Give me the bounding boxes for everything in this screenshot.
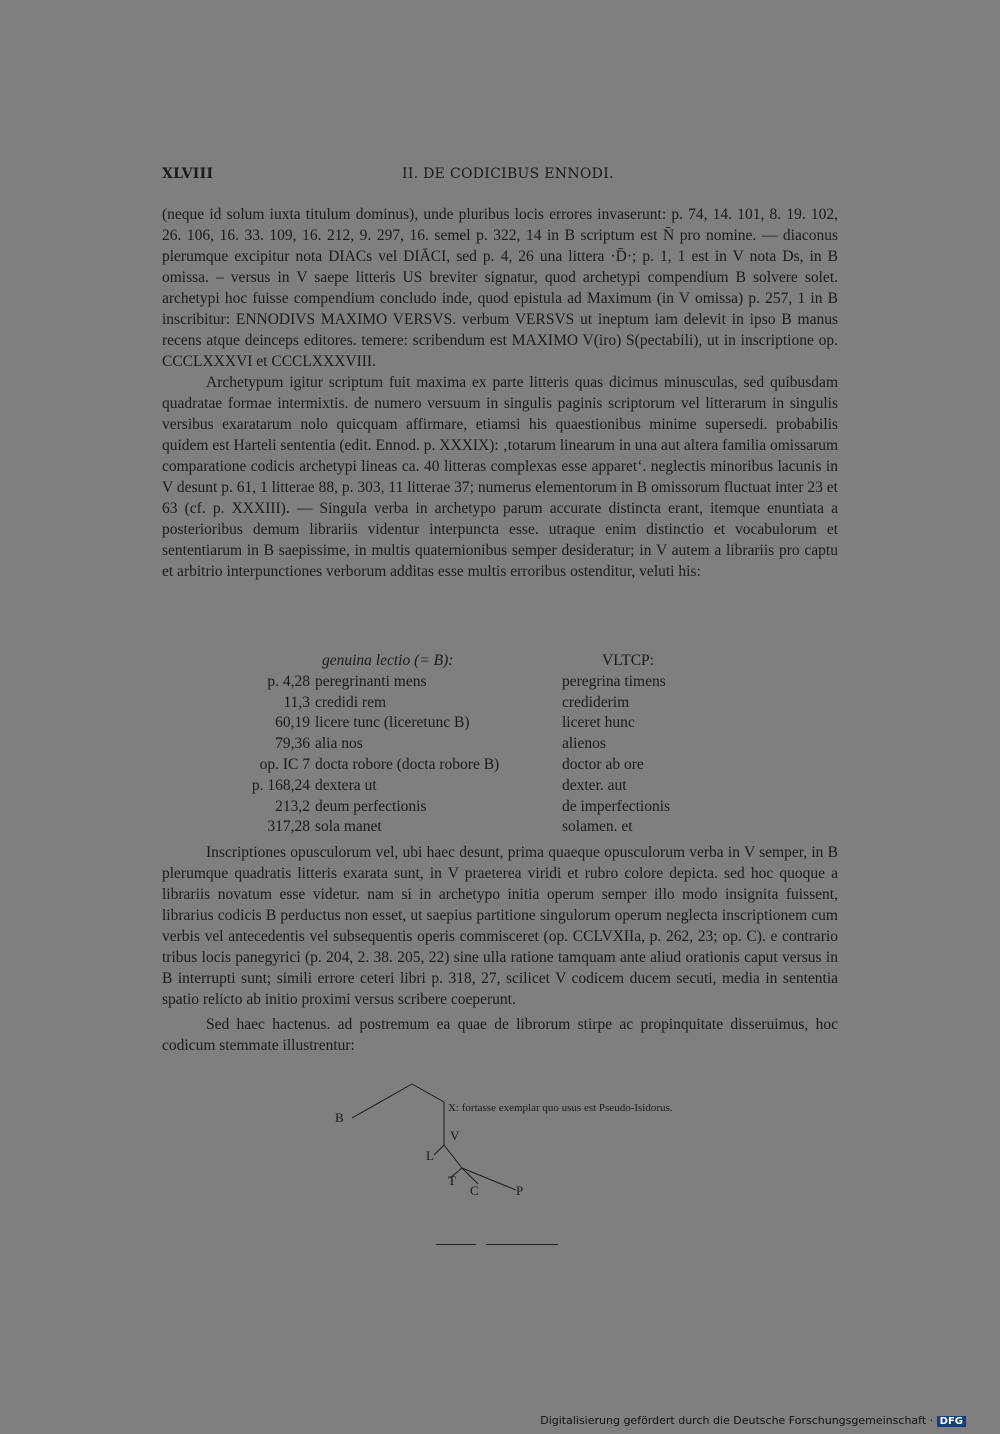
- row-reading-vltcp: crediderim: [562, 693, 630, 711]
- table-row: [162, 735, 838, 756]
- edge-archetype-b: [352, 1084, 412, 1118]
- node-t: T: [448, 1173, 456, 1188]
- row-reading-vltcp: peregrina timens: [562, 672, 666, 690]
- table-header: [162, 652, 838, 673]
- node-b: B: [335, 1110, 344, 1125]
- table-row: [162, 818, 838, 839]
- table-head-right: VLTCP:: [602, 652, 654, 669]
- node-p: P: [516, 1183, 524, 1198]
- row-reading-b: deum perfectionis: [315, 797, 427, 815]
- row-reading-b: dextera ut: [315, 776, 377, 794]
- row-reference: p. 168,24: [251, 776, 310, 794]
- row-reading-b: docta robore (docta robore B): [315, 755, 500, 773]
- row-reading-vltcp: solamen. et: [562, 818, 633, 836]
- stemma-diagram: [320, 1080, 760, 1220]
- main-text: [162, 204, 838, 582]
- footer-text: Digitalisierung gefördert durch die Deutsche Forschungsgemeinschaft: [540, 1414, 927, 1427]
- table-row: [162, 798, 838, 819]
- edge-v-hyp: [444, 1145, 462, 1168]
- end-rule-left: [436, 1244, 476, 1245]
- paragraph-4: Sed haec hactenus. ad postremum ea quae de librorum stirpe ac propinquitate disseruimus, hoc codicum stemmate illustrentur:: [162, 1016, 838, 1054]
- row-reference: 317,28: [267, 818, 310, 836]
- table-head-left: genuina lectio (= B):: [322, 652, 454, 669]
- readings-table: [162, 652, 838, 839]
- row-reference: 11,3: [283, 693, 310, 711]
- edge-v-l: [434, 1145, 444, 1155]
- node-v: V: [450, 1128, 460, 1143]
- footer-credit: Digitalisierung gefördert durch die Deutsche Forschungsgemeinschaft · DFG: [540, 1414, 966, 1427]
- page-number: XLVIII: [162, 166, 214, 182]
- row-reference: 79,36: [275, 735, 310, 753]
- node-l: L: [426, 1148, 434, 1163]
- row-reading-vltcp: liceret hunc: [562, 714, 635, 732]
- row-reference: 60,19: [275, 714, 310, 732]
- row-reading-vltcp: alienos: [562, 735, 606, 753]
- row-reading-vltcp: doctor ab ore: [562, 755, 644, 773]
- row-reading-vltcp: de imperfectionis: [562, 797, 671, 815]
- row-reference: 213,2: [275, 797, 310, 815]
- row-reference: op. IC 7: [259, 755, 310, 773]
- table-row: [162, 777, 838, 798]
- row-reading-vltcp: dexter. aut: [562, 776, 627, 794]
- row-reading-b: sola manet: [315, 818, 382, 836]
- paragraph-2: Archetypum igitur scriptum fuit maxima ex parte litteris quas dicimus minusculas, sed quibusdam quadratae formae intermixtis. de numero versuum in singulis paginis scriptorum vel litterarum in singulis versibus exaratarum nolo quicquam affirmare, etiamsi his quaestionibus minime supersedi. probabilis quidem est Harteli sententia (edit. Ennod. p. XXXIX): ‚totarum linearum in una aut altera familia omissarum comparatione codicis archetypi lineas ca. 40 litteras complexas esse apparet‘. neglectis minoribus lacunis in V desunt p. 61, 1 litterae 88, p. 303, 11 litterae 37; numerus elementorum in B omissorum fluctuat inter 23 et 63 (cf. p. XXXIII). — Singula verba in archetypo parum accurate distincta erant, itemque enuntiata a posterioribus demum librariis videntur interpuncta esse. utraque enim distinctio et vocabulorum et sententiarum in B saepissime, in multis quaternionibus semper desideratur; in V autem a librariis pro captu et arbitrio interpunctiones verborum additas esse multis erroribus ostenditur, veluti his:: [162, 374, 838, 580]
- main-text-continued: [162, 842, 838, 1056]
- edge-archetype-x: [412, 1084, 444, 1102]
- row-reference: p. 4,28: [267, 672, 310, 690]
- node-x: X: fortasse exemplar quo usus est Pseudo-Isidorus.: [448, 1102, 673, 1114]
- row-reading-b: credidi rem: [315, 693, 387, 711]
- table-row: [162, 694, 838, 715]
- dfg-logo: DFG: [937, 1416, 966, 1427]
- table-row: [162, 673, 838, 694]
- row-reading-b: peregrinanti mens: [315, 672, 427, 690]
- edge-hyp-c: [462, 1168, 478, 1184]
- paragraph-3: Inscriptiones opusculorum vel, ubi haec desunt, prima quaeque opusculorum verba in V semper, in B plerumque quadratis litteris exarata sunt, in V praeterea viridi et rubro colore depicta. sed hoc quoque a librariis novatum esse videtur. nam si in archetypo initia operum semper illo modo insignita fuissent, librarius codicis B perductus non esset, ut saepius partitione singulorum operum neglecta inscriptionem cum verbis vel antecedentis vel subsequentis operis commisceret (op. CCLVXIIa, p. 262, 23; op. C). e contrario tribus locis panegyrici (p. 204, 2. 38. 205, 22) sine ulla ratione tamquam ante aliud orationis caput versus in B interrupti sunt; simili errore ceteri libri p. 318, 27, scilicet V codicem ducem secuti, media in sententia spatio relicto ab initio proximi versus scribere coeperunt.: [162, 844, 838, 1008]
- row-reading-b: alia nos: [315, 735, 363, 753]
- node-c: C: [470, 1183, 479, 1198]
- end-rule-right: [486, 1244, 558, 1245]
- row-reading-b: licere tunc (liceretunc B): [315, 714, 470, 732]
- table-row: [162, 714, 838, 735]
- paragraph-1: (neque id solum iuxta titulum dominus), unde pluribus locis errores invaserunt: p. 74, 14. 101, 8. 19. 102, 26. 106, 16. 33. 109, 16. 212, 9. 297, 16. semel p. 322, 14 in B scriptum est N̄ pro nomine. — diaconus plerumque excipitur nota DIACs vel DIĀCI, sed p. 4, 26 una littera ·D̄·; p. 1, 1 est in V nota Ds, in B omissa. – versus in V saepe litteris US breviter signatur, quod archetypi compendium B solvere solet. archetypi hoc fuisse compendium concludo inde, quod epistula ad Maximum (in V omissa) p. 257, 1 in B inscribitur: ENNODIVS MAXIMO VERSVS. verbum VERSVS ut ineptum iam delevit in ipso B manus recens atque deinceps editores. temere: scribendum est MAXIMO V(iro) S(pectabili), ut in inscriptione op. CCCLXXXVI et CCCLXXXVIII.: [162, 206, 838, 370]
- running-title: II. DE CODICIBUS ENNODI.: [402, 166, 614, 182]
- table-row: [162, 756, 838, 777]
